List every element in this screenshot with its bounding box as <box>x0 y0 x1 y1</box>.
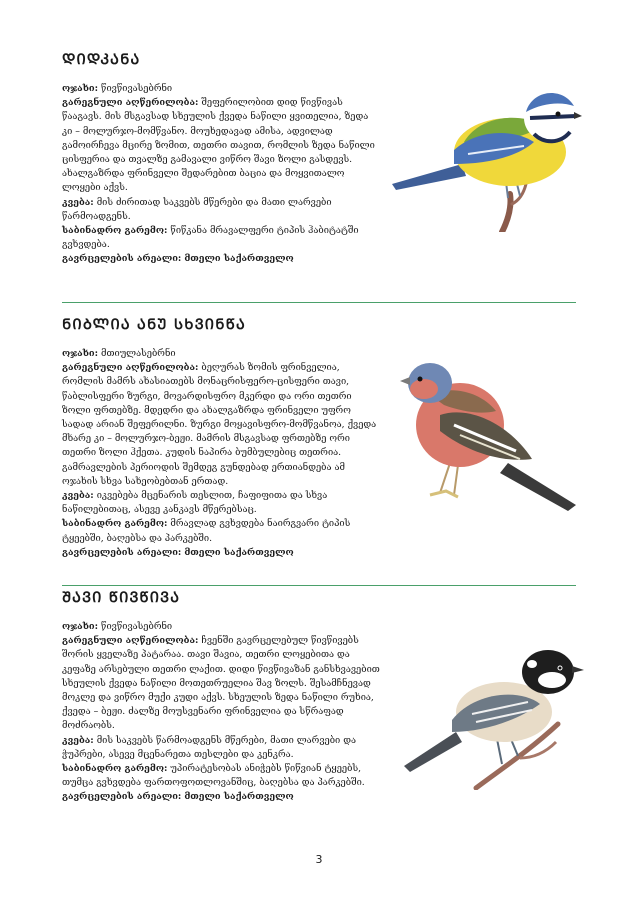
range-label: გავრცელების არეალი: <box>62 546 182 558</box>
family-value: წივწივასებრნი <box>101 621 173 632</box>
family-label: ოჯახი: <box>62 621 99 632</box>
food-value: მის ძირითად საკვებს მწერები და მათი ლარვები წარმოადგენს. <box>62 196 332 222</box>
species-description <box>62 82 380 267</box>
coal-tit-illustration <box>400 640 586 790</box>
range-line <box>62 546 380 560</box>
family-value: მთიულასებრნი <box>101 348 176 359</box>
habitat-value: უპირატესობას ანიჭებს წიწვიან ტყეებს, თუმცა გვხვდება ფართოფოთლოვანშიც, ბაღებსა და პარკებში. <box>62 763 365 789</box>
food-label: კვება: <box>62 490 94 502</box>
appearance-value: ჩვენში გავრცელებულ წივწივებს შორის ყველაზე პატარაა. თავი შავია, თეთრი ლოყებითა და კეფაზე არსებული თეთრი ლაქით. დიდი წივწივაზან განსხვავებით სხეულის ქვედა ნაწილი მოთეთრუელია შავ ზოლს. შესამჩნევად მოკლე და ვიწრო მუქი კუდი აქვს. სხეულის ზედა ნაწილი რუხია, ქვედა – ბეჟი. ძალზე მოუსვენარი ფრინველია და სწრაფად მოძრაობს. <box>62 635 380 732</box>
appearance-line <box>62 361 380 489</box>
family-value: წივწივასებრნი <box>101 83 173 94</box>
family-line <box>62 82 380 96</box>
habitat-label: საბინადრო გარემო: <box>62 518 168 530</box>
food-label: კვება: <box>62 734 94 746</box>
range-value: მთელი საქართველო <box>184 546 294 558</box>
blue-tit-illustration <box>384 72 584 232</box>
appearance-label: გარეგნული აღწერილობა: <box>62 362 199 374</box>
habitat-line <box>62 517 380 545</box>
food-line <box>62 196 380 224</box>
habitat-label: საბინადრო გარემო: <box>62 763 168 775</box>
species-description <box>62 620 380 805</box>
appearance-line <box>62 634 380 733</box>
section-divider <box>62 302 576 303</box>
habitat-line <box>62 762 380 790</box>
range-label: გავრცელების არეალი: <box>62 791 182 803</box>
habitat-line <box>62 224 380 252</box>
food-line <box>62 734 380 762</box>
appearance-value: ბეღურას ზომის ფრინველია, რომლის მამრს ახასიათებს მონაცრისფერო-ცისფერი თავი, წაბლისფერი ზურგი, მოვარდისფრო მკერდი და ორი თეთრი ზოლი ფრთებზე. მდედრი და ახალგაზრდა ფრინველი უფრო სადად არიან შეფერილნი. ზურგი მოყავისფრო-მომწვანოა, ქვედა მხარე კი – მოლურჯო-ბეჟი. მამრის მსგავსად ფრთებზე ორი თეთრი ზოლი ჰქეთა. კუდის ნაპირა ბუმბულებიც თეთრია. გამრავლების პერიოდის შემდეგ გუნდებად ერთიანდება ამ ოჯახის სხვა სახეობებთან ერთად. <box>62 362 377 487</box>
habitat-value: წიწკანა მრავალფერი ტიპის ჰაბიტატში გვხვდება. <box>62 225 359 251</box>
appearance-label: გარეგნული აღწერილობა: <box>62 97 199 109</box>
range-line <box>62 252 380 266</box>
habitat-label: საბინადრო გარემო: <box>62 225 168 237</box>
species-title: ᲓᲘᲓᲙᲐᲜᲐ <box>62 52 141 68</box>
family-label: ოჯახი: <box>62 348 99 359</box>
range-value: მთელი საქართველო <box>184 791 294 803</box>
section-divider <box>62 585 576 586</box>
species-title: ᲨᲐᲕᲘ ᲬᲘᲕᲬᲘᲕᲐ <box>62 590 181 606</box>
family-label: ოჯახი: <box>62 83 99 94</box>
appearance-value: შეფერილობით დიდ წივწივას წააგავს. მის მსგავსად სხეულის ქვედა ნაწილი ყვითელია, ზედა კი – მოლურჯო-მომწვანო. მოუხედავად ამისა, ადვილად გამოირჩევა მცირე ზომით, თეთრი თავით, რომლის ზედა ნაწილი ცისფერია და თვალზე გამავალი ვიწრო შავი ზოლი გასდევს. ახალგაზრდა ფრინველი შედარებით ბაცია და მოყვითალო ლოყები აქვს. <box>62 97 375 194</box>
habitat-value: მრავლად გვხვდება ნაირგვარი ტიპის ტყეებში, ბაღებსა და პარკებში. <box>62 518 351 544</box>
food-value: იკვებება მცენარის თესლით, ჩაფიფითა და სხვა ნაწილებითაც, ასევე კანკავს მწერებსაც. <box>62 490 328 516</box>
species-description <box>62 347 380 560</box>
appearance-line <box>62 96 380 195</box>
chaffinch-illustration <box>400 355 584 523</box>
range-value: მთელი საქართველო <box>184 253 294 265</box>
family-line <box>62 347 380 361</box>
family-line <box>62 620 380 634</box>
page-number: 3 <box>315 853 323 866</box>
range-label: გავრცელების არეალი: <box>62 253 182 265</box>
appearance-label: გარეგნული აღწერილობა: <box>62 635 199 647</box>
food-line <box>62 489 380 517</box>
range-line <box>62 790 380 804</box>
species-title: ᲜᲘᲑᲚᲘᲐ ᲐᲜᲣ ᲡᲮᲕᲘᲜᲬᲐ <box>62 317 246 333</box>
food-value: მის საკვებს წარმოადგენს მწერები, მათი ლარვები და ჭუპრები, ასევე მცენარეთა თესლები და კენკრა. <box>62 734 356 760</box>
food-label: კვება: <box>62 196 94 208</box>
